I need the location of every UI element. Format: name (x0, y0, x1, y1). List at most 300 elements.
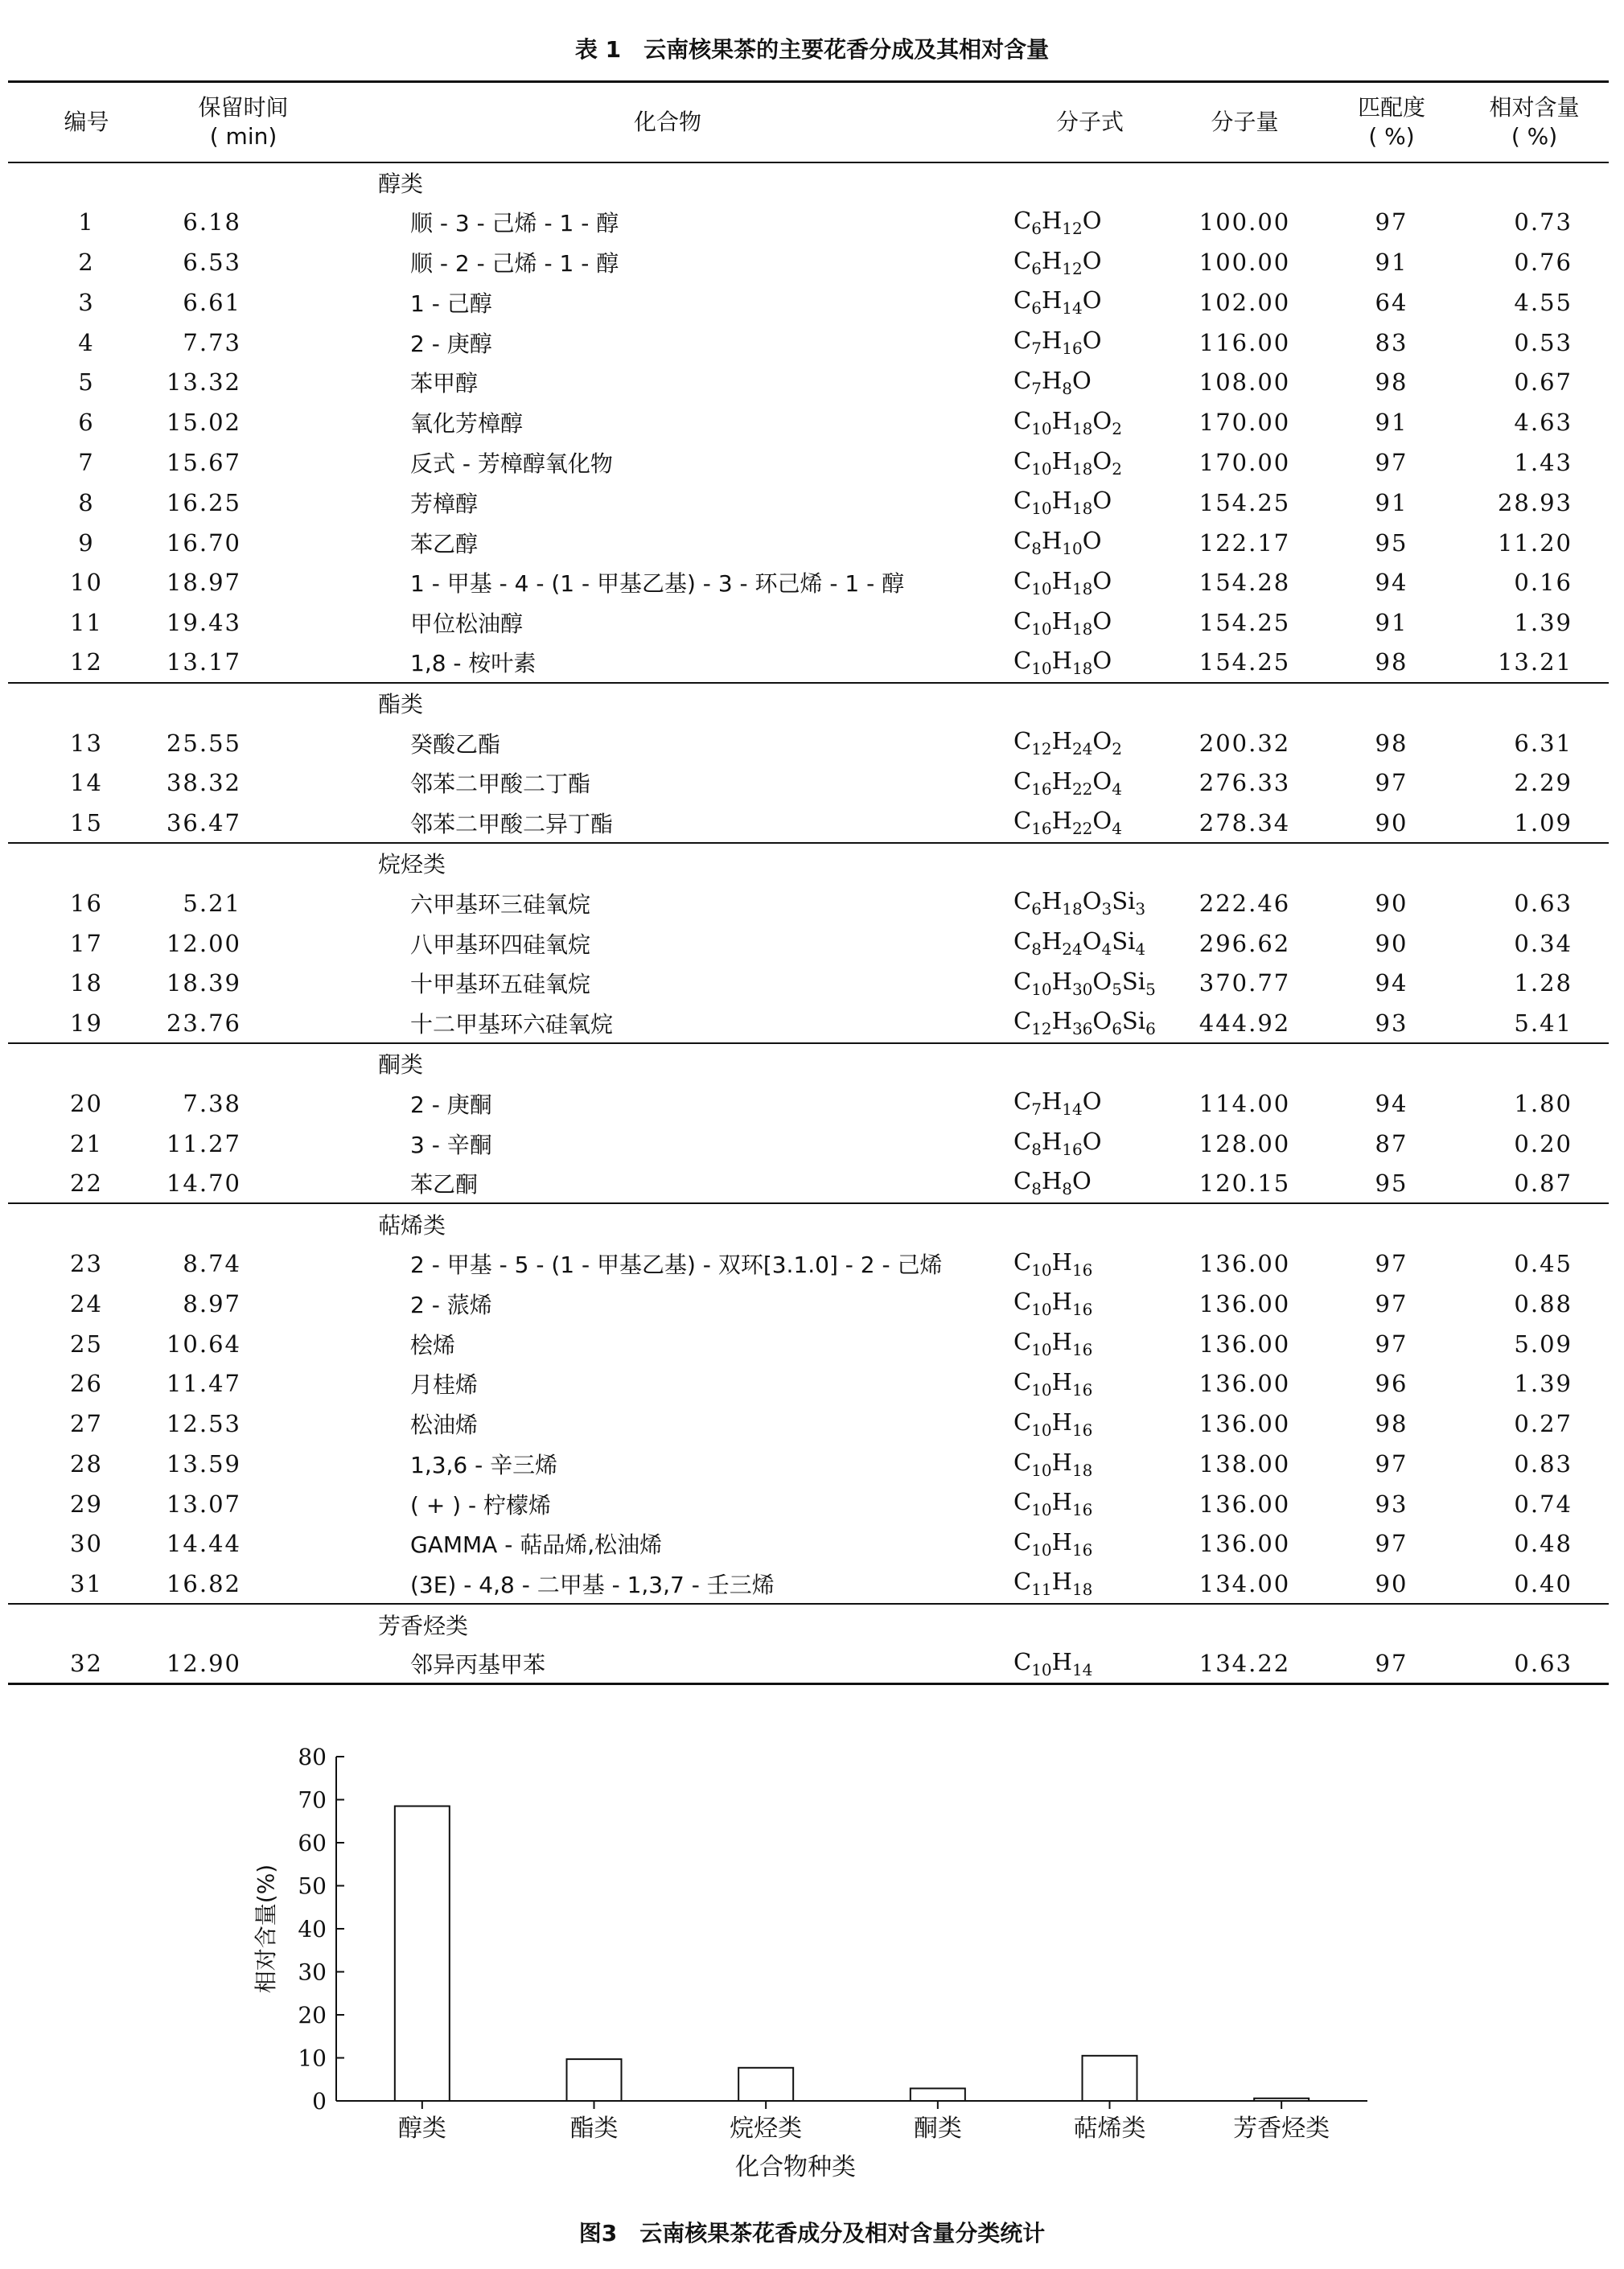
col-formula-cell: $C_{10}H_{16}$ (1013, 1488, 1093, 1520)
col-relative-content-cell: 1.43 (1514, 448, 1573, 476)
col-formula-cell: $C_{10}H_{18}$ (1013, 1448, 1093, 1480)
empty-cell (165, 683, 322, 723)
col-formula-cell: $C_{10}H_{16}$ (1013, 1328, 1093, 1359)
col-relative-content-cell: 1.09 (1514, 808, 1573, 836)
table-row (8, 523, 1609, 563)
col-compound-cell: 1,3,6 - 辛三烯 (410, 1451, 558, 1478)
col-number-cell: 25 (70, 1330, 103, 1358)
col-number-cell: 30 (70, 1530, 103, 1558)
col-match-cell: 90 (1375, 1569, 1408, 1597)
col-number-header: 编号 (64, 108, 109, 135)
table-row (8, 1564, 1609, 1604)
category-label: 酯类 (322, 683, 1609, 723)
col-match-header: 匹配度 ( %) (1357, 93, 1425, 150)
col-compound-cell: 顺 - 3 - 己烯 - 1 - 醇 (410, 210, 619, 237)
col-relative-content-cell: 28.93 (1497, 488, 1573, 516)
col-retention-time-cell: 7.73 (183, 328, 241, 356)
col-compound-cell: 芳樟醇 (410, 490, 479, 517)
col-molecular-weight-cell: 128.00 (1198, 1129, 1291, 1157)
col-match-cell: 94 (1375, 969, 1408, 997)
col-formula-cell: $C_{10}H_{30}O_5Si_5$ (1013, 967, 1156, 999)
col-number-cell: 27 (70, 1410, 103, 1438)
col-retention-time-cell: 13.17 (166, 648, 241, 676)
col-relative-content-cell: 0.73 (1514, 208, 1573, 236)
category-label: 烷烃类 (322, 843, 1609, 883)
col-formula-cell: $C_7H_8O$ (1013, 366, 1092, 398)
col-molecular-weight-cell: 170.00 (1198, 448, 1291, 476)
col-molecular-weight-cell: 154.28 (1198, 569, 1291, 597)
col-formula-cell: $C_8H_{24}O_4Si_4$ (1013, 927, 1146, 959)
col-match-cell: 97 (1375, 1650, 1408, 1678)
col-molecular-weight-cell: 102.00 (1198, 288, 1291, 316)
col-relative-content-header: 相对含量 ( %) (1489, 93, 1580, 150)
col-formula-cell: $C_{10}H_{16}$ (1013, 1367, 1093, 1400)
col-formula-cell: $C_6H_{18}O_3Si_3$ (1013, 887, 1146, 919)
col-match-cell: 95 (1375, 1169, 1408, 1197)
col-molecular-weight-cell: 200.32 (1198, 729, 1291, 757)
table-row (8, 1363, 1609, 1404)
col-formula-cell: $C_6H_{14}O$ (1013, 286, 1102, 319)
col-match-cell: 97 (1375, 1249, 1408, 1277)
col-retention-time-cell: 6.18 (183, 208, 241, 236)
col-match-cell: 83 (1375, 328, 1408, 356)
col-match-cell: 94 (1375, 569, 1408, 597)
category-row (8, 1203, 1609, 1243)
col-formula-cell: $C_6H_{12}O$ (1013, 206, 1102, 238)
table-row (8, 1524, 1609, 1564)
col-match-cell: 64 (1375, 288, 1408, 316)
empty-cell (8, 683, 165, 723)
empty-cell (8, 162, 165, 203)
col-formula-cell: $C_{16}H_{22}O_4$ (1013, 807, 1122, 839)
table-row (8, 1003, 1609, 1043)
col-compound-cell: 八甲基环四硅氧烷 (410, 931, 591, 958)
col-compound-cell: 苯乙醇 (410, 530, 479, 557)
col-number-cell: 12 (70, 648, 103, 676)
y-tick-label: 10 (298, 2045, 327, 2072)
col-match-cell: 93 (1375, 1490, 1408, 1518)
col-molecular-weight-cell: 154.25 (1198, 609, 1291, 637)
table-row (8, 803, 1609, 843)
empty-cell (165, 1043, 322, 1083)
col-match-cell: 98 (1375, 729, 1408, 757)
col-retention-time-cell: 8.97 (183, 1289, 241, 1317)
col-formula-cell: $C_7H_{16}O$ (1013, 327, 1102, 358)
table-row (8, 282, 1609, 323)
col-compound-cell: 2 - 庚酮 (410, 1091, 492, 1118)
table-row (8, 1124, 1609, 1164)
table-row (8, 483, 1609, 523)
table-row (8, 1404, 1609, 1444)
col-compound-cell: 甲位松油醇 (410, 610, 524, 638)
col-molecular-weight-cell: 114.00 (1198, 1089, 1291, 1117)
col-retention-time-cell: 6.53 (183, 248, 241, 276)
col-formula-cell: $C_7H_{14}O$ (1013, 1087, 1102, 1120)
col-relative-content-cell: 0.83 (1514, 1449, 1573, 1478)
col-relative-content-cell: 1.39 (1514, 609, 1573, 637)
col-retention-time-cell: 25.55 (166, 729, 241, 757)
table-row (8, 762, 1609, 803)
col-compound-cell: 月桂烯 (410, 1371, 479, 1399)
col-number-cell: 6 (78, 409, 95, 437)
y-tick-label: 20 (298, 2002, 327, 2029)
col-molecular-weight-cell: 122.17 (1198, 528, 1291, 557)
col-molecular-weight-cell: 136.00 (1198, 1530, 1291, 1558)
col-number-cell: 28 (70, 1449, 103, 1478)
table-row (8, 323, 1609, 363)
y-tick-label: 70 (298, 1786, 327, 1814)
col-retention-time-cell: 14.70 (166, 1169, 241, 1197)
col-compound-cell: ( + ) - 柠檬烯 (410, 1491, 552, 1519)
col-compound-cell: 顺 - 2 - 己烯 - 1 - 醇 (410, 249, 619, 277)
table-row (8, 442, 1609, 483)
col-retention-time-cell: 19.43 (166, 609, 241, 637)
col-match-cell: 97 (1375, 448, 1408, 476)
col-retention-time-cell: 7.38 (183, 1089, 241, 1117)
col-match-cell: 91 (1375, 488, 1408, 516)
col-retention-time-cell: 13.32 (166, 368, 241, 397)
col-compound-cell: 2 - 庚醇 (410, 330, 492, 357)
col-relative-content-cell: 11.20 (1497, 528, 1573, 557)
col-molecular-weight-cell: 134.22 (1198, 1650, 1291, 1678)
col-compound-cell: 2 - 甲基 - 5 - (1 - 甲基乙基) - 双环[3.1.0] - 2 - 己烯 (410, 1251, 943, 1278)
col-relative-content-cell: 0.27 (1514, 1410, 1573, 1438)
col-molecular-weight-cell: 370.77 (1198, 969, 1291, 997)
col-relative-content-cell: 0.63 (1514, 1650, 1573, 1678)
col-formula-cell: $C_{12}H_{24}O_2$ (1013, 727, 1122, 758)
col-relative-content-cell: 4.63 (1514, 409, 1573, 437)
category-row (8, 843, 1609, 883)
col-retention-time-cell: 12.90 (166, 1650, 241, 1678)
x-tick-label: 芳香烃类 (1233, 2115, 1330, 2143)
col-formula-cell: $C_6H_{12}O$ (1013, 246, 1102, 278)
col-compound-cell: 苯甲醇 (410, 370, 479, 397)
col-formula-cell: $C_{12}H_{36}O_6Si_6$ (1013, 1007, 1156, 1039)
col-compound-cell: 桧烯 (410, 1331, 456, 1359)
col-number-cell: 17 (70, 929, 103, 957)
col-relative-content-cell: 0.34 (1514, 929, 1573, 957)
col-compound-cell: 六甲基环三硅氧烷 (410, 890, 591, 918)
col-number-cell: 19 (70, 1009, 103, 1037)
empty-cell (8, 1043, 165, 1083)
bar (1254, 2098, 1309, 2101)
category-row (8, 1604, 1609, 1644)
figure-caption: 图3 云南核果茶花香成分及相对含量分类统计 (578, 2220, 1046, 2246)
col-relative-content-cell: 2.29 (1514, 769, 1573, 797)
bar (567, 2059, 622, 2101)
col-retention-time-cell: 16.25 (166, 488, 241, 516)
table-row (8, 1444, 1609, 1484)
col-number-cell: 29 (70, 1490, 103, 1518)
col-molecular-weight-cell: 444.92 (1198, 1009, 1291, 1037)
col-compound-cell: 2 - 蒎烯 (410, 1291, 492, 1318)
col-relative-content-cell: 0.45 (1514, 1249, 1573, 1277)
col-match-cell: 97 (1375, 1530, 1408, 1558)
col-relative-content-cell: 5.09 (1514, 1330, 1573, 1358)
col-number-cell: 10 (70, 569, 103, 597)
col-compound-cell: 邻苯二甲酸二异丁酯 (410, 810, 614, 837)
compound-table-wrapper (8, 80, 1609, 1685)
table-row (8, 963, 1609, 1003)
table-row (8, 202, 1609, 242)
col-relative-content-cell: 0.16 (1514, 569, 1573, 597)
col-match-cell: 91 (1375, 409, 1408, 437)
col-molecular-weight-cell: 138.00 (1198, 1449, 1291, 1478)
col-relative-content-cell: 0.63 (1514, 889, 1573, 917)
col-formula-cell: $C_{10}H_{16}$ (1013, 1528, 1093, 1560)
col-match-cell: 98 (1375, 648, 1408, 676)
empty-cell (8, 1604, 165, 1644)
col-compound-cell: 1 - 己醇 (410, 290, 492, 317)
col-molecular-weight-cell: 100.00 (1198, 208, 1291, 236)
col-match-cell: 91 (1375, 248, 1408, 276)
col-number-cell: 15 (70, 808, 103, 836)
col-molecular-weight-cell: 134.00 (1198, 1569, 1291, 1597)
col-formula-cell: $C_8H_{10}O$ (1013, 527, 1102, 558)
col-formula-cell: $C_{10}H_{18}O$ (1013, 487, 1112, 519)
col-match-cell: 90 (1375, 889, 1408, 917)
col-relative-content-cell: 1.80 (1514, 1089, 1573, 1117)
col-compound-cell: 苯乙酮 (410, 1170, 479, 1198)
col-formula-cell: $C_8H_{16}O$ (1013, 1128, 1102, 1159)
col-match-cell: 97 (1375, 1289, 1408, 1317)
table-row (8, 1083, 1609, 1124)
col-number-cell: 9 (78, 528, 95, 557)
col-compound-cell: 十二甲基环六硅氧烷 (410, 1010, 614, 1038)
table-row (8, 402, 1609, 442)
table-row (8, 1324, 1609, 1364)
col-molecular-weight-cell: 116.00 (1198, 328, 1291, 356)
col-compound-cell: 3 - 辛酮 (410, 1131, 492, 1158)
col-retention-time-cell: 8.74 (183, 1249, 241, 1277)
x-tick-label: 酮类 (913, 2115, 962, 2143)
col-molecular-weight-cell: 108.00 (1198, 368, 1291, 397)
table-row (8, 1484, 1609, 1524)
col-retention-time-cell: 18.97 (166, 569, 241, 597)
table-row (8, 1163, 1609, 1203)
col-molecular-weight-cell: 136.00 (1198, 1249, 1291, 1277)
col-relative-content-cell: 4.55 (1514, 288, 1573, 316)
col-relative-content-cell: 6.31 (1514, 729, 1573, 757)
empty-cell (165, 1203, 322, 1243)
col-compound-cell: 癸酸乙酯 (410, 730, 501, 758)
category-label: 芳香烃类 (322, 1604, 1609, 1644)
col-formula-cell: $C_{10}H_{18}O_2$ (1013, 406, 1122, 438)
col-number-cell: 2 (78, 248, 95, 276)
bar (395, 1807, 450, 2101)
col-number-cell: 14 (70, 769, 103, 797)
col-relative-content-cell: 1.39 (1514, 1370, 1573, 1398)
col-relative-content-cell: 0.20 (1514, 1129, 1573, 1157)
col-number-cell: 22 (70, 1169, 103, 1197)
col-relative-content-cell: 5.41 (1514, 1009, 1573, 1037)
col-compound-cell: 邻苯二甲酸二丁酯 (410, 771, 591, 798)
col-retention-time-cell: 13.07 (166, 1490, 241, 1518)
table-header (8, 82, 1609, 162)
col-relative-content-cell: 0.88 (1514, 1289, 1573, 1317)
col-relative-content-cell: 0.74 (1514, 1490, 1573, 1518)
col-match-cell: 90 (1375, 808, 1408, 836)
col-molecular-weight-cell: 136.00 (1198, 1370, 1291, 1398)
col-compound-cell: (3E) - 4,8 - 二甲基 - 1,3,7 - 壬三烯 (410, 1571, 775, 1598)
col-retention-time-header: 保留时间 ( min) (198, 93, 289, 150)
col-retention-time-cell: 15.02 (166, 409, 241, 437)
col-relative-content-cell: 1.28 (1514, 969, 1573, 997)
category-label: 醇类 (378, 170, 424, 197)
table-row (8, 602, 1609, 643)
col-molecular-weight-cell: 276.33 (1198, 769, 1291, 797)
bar (911, 2088, 965, 2101)
col-number-cell: 8 (78, 488, 95, 516)
category-row (8, 162, 1609, 203)
col-number-cell: 21 (70, 1129, 103, 1157)
col-number-cell: 4 (78, 328, 95, 356)
col-compound-header: 化合物 (633, 108, 701, 135)
col-compound-cell: 氧化芳樟醇 (410, 410, 524, 438)
col-number-cell: 7 (78, 448, 95, 476)
col-molecular-weight-cell: 136.00 (1198, 1289, 1291, 1317)
col-molecular-weight-cell: 154.25 (1198, 488, 1291, 516)
col-number-cell: 31 (70, 1569, 103, 1597)
y-tick-label: 50 (298, 1872, 327, 1900)
empty-cell (165, 843, 322, 883)
col-retention-time-cell: 5.21 (183, 889, 241, 917)
col-number-cell: 13 (70, 729, 103, 757)
col-formula-cell: $C_{10}H_{16}$ (1013, 1288, 1093, 1320)
col-molecular-weight-cell: 222.46 (1198, 889, 1291, 917)
col-retention-time-cell: 13.59 (166, 1449, 241, 1478)
col-molecular-weight-cell: 136.00 (1198, 1410, 1291, 1438)
bar (738, 2068, 793, 2101)
col-retention-time-cell: 38.32 (166, 769, 241, 797)
col-retention-time-cell: 12.00 (166, 929, 241, 957)
col-molecular-weight-cell: 136.00 (1198, 1490, 1291, 1518)
y-tick-label: 80 (298, 1744, 327, 1770)
col-relative-content-cell: 0.40 (1514, 1569, 1573, 1597)
x-tick-label: 萜烯类 (1073, 2115, 1146, 2143)
col-match-cell: 98 (1375, 1410, 1408, 1438)
col-match-cell: 97 (1375, 1449, 1408, 1478)
col-formula-cell: $C_{10}H_{18}O_2$ (1013, 446, 1122, 479)
y-tick-label: 0 (312, 2088, 327, 2115)
empty-cell (8, 843, 165, 883)
col-formula-cell: $C_{10}H_{16}$ (1013, 1248, 1093, 1280)
col-relative-content-cell: 0.48 (1514, 1530, 1573, 1558)
col-molecular-weight-cell: 136.00 (1198, 1330, 1291, 1358)
col-molecular-weight-cell: 296.62 (1198, 929, 1291, 957)
col-retention-time-cell: 23.76 (166, 1009, 241, 1037)
col-number-cell: 32 (70, 1650, 103, 1678)
table-row (8, 1284, 1609, 1324)
col-number-cell: 16 (70, 889, 103, 917)
col-match-cell: 97 (1375, 208, 1408, 236)
col-compound-cell: 1 - 甲基 - 4 - (1 - 甲基乙基) - 3 - 环己烯 - 1 - 醇 (410, 570, 905, 598)
col-molecular-weight-cell: 154.25 (1198, 648, 1291, 676)
col-match-cell: 96 (1375, 1370, 1408, 1398)
col-relative-content-cell: 0.76 (1514, 248, 1573, 276)
col-number-cell: 20 (70, 1089, 103, 1117)
col-molecular-weight-cell: 100.00 (1198, 248, 1291, 276)
col-relative-content-cell: 0.67 (1514, 368, 1573, 397)
x-tick-label: 烷烃类 (730, 2115, 803, 2143)
col-match-cell: 97 (1375, 769, 1408, 797)
col-relative-content-cell: 0.53 (1514, 328, 1573, 356)
col-compound-cell: GAMMA - 萜品烯,松油烯 (410, 1531, 663, 1559)
col-retention-time-cell: 6.61 (183, 288, 241, 316)
y-axis-title: 相对含量(%) (253, 1864, 279, 1994)
col-match-cell: 98 (1375, 368, 1408, 397)
col-match-cell: 91 (1375, 609, 1408, 637)
col-number-cell: 24 (70, 1289, 103, 1317)
col-number-cell: 23 (70, 1249, 103, 1277)
col-match-cell: 93 (1375, 1009, 1408, 1037)
empty-cell (8, 1203, 165, 1243)
y-tick-label: 40 (298, 1916, 327, 1942)
col-formula-cell: $C_{10}H_{18}O$ (1013, 606, 1112, 639)
col-formula-cell: $C_{16}H_{22}O_4$ (1013, 767, 1122, 799)
col-compound-cell: 邻异丙基甲苯 (410, 1651, 546, 1679)
col-compound-cell: 1,8 - 桉叶素 (410, 650, 537, 677)
col-retention-time-cell: 11.27 (166, 1129, 241, 1157)
col-retention-time-cell: 36.47 (166, 808, 241, 836)
empty-cell (165, 1604, 322, 1644)
category-label: 萜烯类 (322, 1203, 1609, 1243)
table-row (8, 923, 1609, 964)
x-axis-title: 化合物种类 (735, 2153, 856, 2181)
col-relative-content-cell: 0.87 (1514, 1169, 1573, 1197)
col-number-cell: 18 (70, 969, 103, 997)
col-formula-cell: $C_{10}H_{14}$ (1013, 1647, 1093, 1679)
col-formula-cell: $C_8H_8O$ (1013, 1167, 1092, 1199)
table-caption: 表 1 云南核果茶的主要花香分成及其相对含量 (574, 36, 1050, 63)
col-formula-cell: $C_{11}H_{18}$ (1013, 1568, 1093, 1600)
compound-table (8, 80, 1609, 1685)
y-tick-label: 60 (298, 1830, 327, 1856)
table-row (8, 362, 1609, 402)
category-bar-chart (0, 1729, 1624, 2212)
empty-cell (165, 162, 322, 203)
category-row (8, 683, 1609, 723)
table-row (8, 242, 1609, 282)
x-tick-label: 醇类 (397, 2115, 446, 2143)
col-compound-cell: 松油烯 (410, 1412, 479, 1439)
col-relative-content-cell: 13.21 (1497, 648, 1573, 676)
col-retention-time-cell: 18.39 (166, 969, 241, 997)
table-row (8, 643, 1609, 683)
col-match-cell: 90 (1375, 929, 1408, 957)
table-row (8, 723, 1609, 763)
table-body (8, 162, 1609, 1684)
table-row (8, 1243, 1609, 1284)
col-formula-cell: $C_{10}H_{18}O$ (1013, 647, 1112, 678)
y-tick-label: 30 (298, 1959, 327, 1986)
col-retention-time-cell: 15.67 (166, 448, 241, 476)
col-match-cell: 97 (1375, 1330, 1408, 1358)
col-retention-time-cell: 14.44 (166, 1530, 241, 1558)
col-molecular-weight-cell: 278.34 (1198, 808, 1291, 836)
category-row (8, 1043, 1609, 1083)
col-retention-time-cell: 11.47 (166, 1370, 241, 1398)
col-retention-time-cell: 16.70 (166, 528, 241, 557)
col-formula-cell: $C_{10}H_{16}$ (1013, 1408, 1093, 1440)
col-formula-header: 分子式 (1055, 108, 1124, 135)
col-retention-time-cell: 12.53 (166, 1410, 241, 1438)
col-formula-cell: $C_{10}H_{18}O$ (1013, 566, 1112, 598)
col-compound-cell: 反式 - 芳樟醇氧化物 (410, 450, 613, 477)
col-molecular-weight-cell: 170.00 (1198, 409, 1291, 437)
table-row (8, 1644, 1609, 1684)
table-header-row (8, 82, 1609, 162)
